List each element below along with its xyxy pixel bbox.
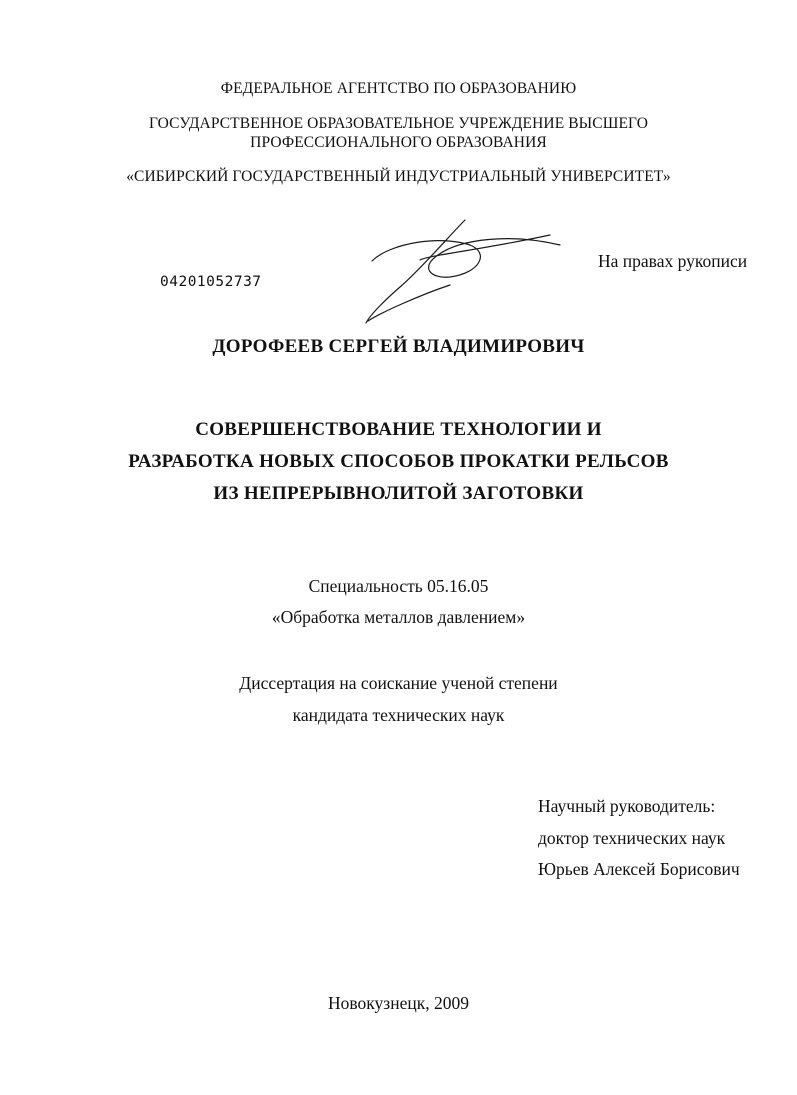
supervisor-degree: доктор технических наук bbox=[538, 828, 726, 848]
supervisor-label: Научный руководитель: bbox=[538, 796, 716, 816]
place-and-year: Новокузнецк, 2009 bbox=[328, 993, 469, 1013]
catalog-number: 04201052737 bbox=[160, 274, 262, 290]
author-signature bbox=[360, 215, 570, 327]
specialty-code: Специальность 05.16.05 bbox=[308, 576, 489, 596]
rights-note: На правах рукописи bbox=[598, 251, 748, 271]
university-name: «СИБИРСКИЙ ГОСУДАРСТВЕННЫЙ ИНДУСТРИАЛЬНЫЙ УНИВЕРСИТЕТ» bbox=[126, 168, 671, 185]
author-name: ДОРОФЕЕВ СЕРГЕЙ ВЛАДИМИРОВИЧ bbox=[212, 336, 585, 357]
institution-name-line2: ПРОФЕССИОНАЛЬНОГО ОБРАЗОВАНИЯ bbox=[250, 134, 547, 151]
supervisor-name: Юрьев Алексей Борисович bbox=[538, 859, 740, 879]
thesis-title-line3: ИЗ НЕПРЕРЫВНОЛИТОЙ ЗАГОТОВКИ bbox=[213, 483, 584, 504]
specialty-name: «Обработка металлов давлением» bbox=[271, 607, 526, 627]
agency-name: ФЕДЕРАЛЬНОЕ АГЕНТСТВО ПО ОБРАЗОВАНИЮ bbox=[220, 80, 577, 97]
degree-line2: кандидата технических наук bbox=[292, 705, 505, 725]
thesis-title-line2: РАЗРАБОТКА НОВЫХ СПОСОБОВ ПРОКАТКИ РЕЛЬСОВ bbox=[128, 451, 669, 472]
degree-line1: Диссертация на соискание ученой степени bbox=[239, 673, 558, 693]
institution-name-line1: ГОСУДАРСТВЕННОЕ ОБРАЗОВАТЕЛЬНОЕ УЧРЕЖДЕНИЕ ВЫСШЕГО bbox=[148, 115, 649, 132]
thesis-title-line1: СОВЕРШЕНСТВОВАНИЕ ТЕХНОЛОГИИ И bbox=[195, 419, 602, 440]
